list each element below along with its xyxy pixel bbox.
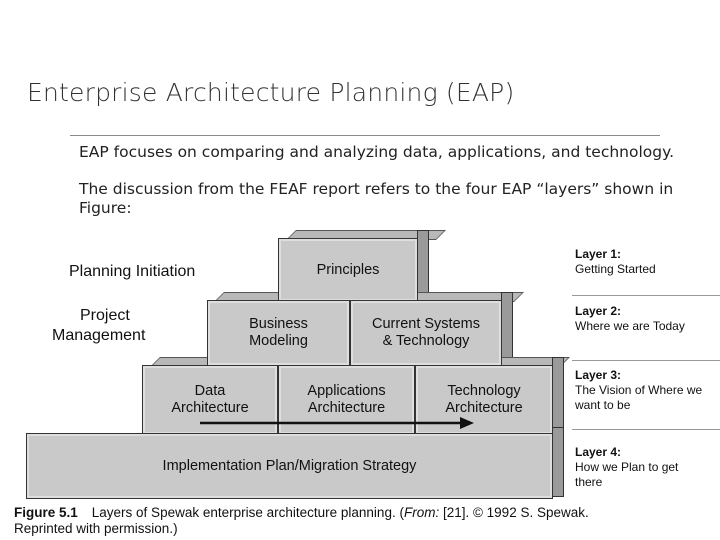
layer4-side-face [552,427,564,497]
current-systems-block: Current Systems & Technology [350,300,502,366]
figure-caption [14,505,589,537]
paragraph-feaf-discussion: The discussion from the FEAF report refers to the four EAP “layers” shown in Figure: [79,180,674,217]
figure-caption-text-before: Layers of Spewak enterprise architecture planning. ( [91,505,404,520]
principles-block: Principles [278,238,418,302]
slide-title: Enterprise Architecture Planning (EAP) [27,78,515,107]
figure-caption-from: From: [403,505,440,520]
management-label: Management [52,327,146,344]
arrow-right-icon [200,416,475,430]
layer-1-note [575,247,715,277]
paragraph-eap-focus: EAP focuses on comparing and analyzing data, applications, and technology. [79,143,675,161]
figure-caption-line2: Reprinted with permission.) [14,521,178,536]
title-divider [70,135,660,136]
layer-1-text: Getting Started [575,262,656,276]
layer-2-title: Layer 2: [575,304,622,318]
eap-layers-figure [0,220,720,540]
planning-initiation-label: Planning Initiation [69,263,196,280]
layer-divider [572,295,720,296]
layer-4-text: How we Plan to get there [575,460,679,489]
layer-3-title: Layer 3: [575,368,622,382]
figure-caption-text-after: [21]. © 1992 S. Spewak. [439,505,589,520]
layer-4-note [575,445,705,490]
layer-divider [572,429,720,430]
layer-divider [572,360,720,361]
layer-2-text: Where we are Today [575,319,685,333]
figure-caption-label: Figure 5.1 [14,505,78,520]
applications-architecture-block: Applications Architecture [278,365,415,435]
data-architecture-block: Data Architecture [142,365,278,435]
layer-2-note [575,304,715,334]
layer-3-text: The Vision of Where we want to be [575,383,703,412]
implementation-plan-block: Implementation Plan/Migration Strategy [26,433,553,499]
technology-architecture-block: Technology Architecture [415,365,553,435]
layer-4-title: Layer 4: [575,445,622,459]
business-modeling-block: Business Modeling [207,300,350,366]
project-label: Project [80,307,130,324]
layer-3-note [575,368,720,413]
layer-1-title: Layer 1: [575,247,622,261]
